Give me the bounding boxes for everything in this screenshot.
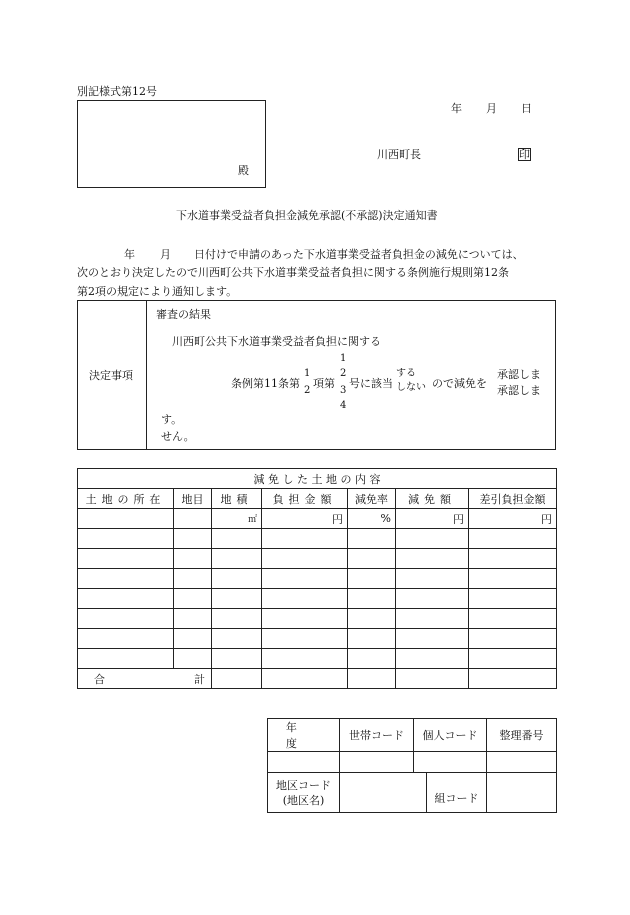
decision-end2: せん。	[161, 430, 195, 443]
table-row	[78, 529, 557, 549]
district-label-2: (地区名)	[282, 793, 325, 807]
decision-divider	[146, 300, 147, 450]
land-table	[77, 468, 557, 689]
item-option-3: 3	[340, 385, 347, 396]
document-title: 下水道事業受益者負担金減免承認(不承認)決定通知書	[176, 209, 438, 222]
table-cell	[212, 589, 262, 609]
date-year: 年	[451, 102, 462, 115]
table-cell	[262, 589, 348, 609]
table-row	[78, 549, 557, 569]
table-row	[78, 589, 557, 609]
decision-label: 決定事項	[89, 369, 133, 382]
decision-line1: 川西町公共下水道事業受益者負担に関する	[172, 335, 381, 348]
total-label-right: 計	[194, 672, 205, 686]
unit-percent: %	[348, 509, 396, 529]
table-cell	[174, 629, 212, 649]
table-cell	[348, 669, 396, 689]
land-table-header-row	[78, 489, 557, 509]
header-reference-number: 整理番号	[487, 719, 557, 752]
group-value	[487, 773, 557, 813]
header-land-category: 地目	[174, 489, 212, 509]
table-cell	[348, 649, 396, 669]
unit-yen: 円	[469, 509, 557, 529]
header-reduction-rate: 減免率	[348, 489, 396, 509]
table-cell	[78, 569, 174, 589]
header-fiscal-year	[268, 719, 340, 752]
personal-code-value	[414, 752, 487, 773]
fiscal-year-value	[268, 752, 340, 773]
table-row	[78, 629, 557, 649]
table-cell	[396, 649, 469, 669]
unit-yen: 円	[262, 509, 348, 529]
table-cell	[469, 569, 557, 589]
header-reduction-amount: 減免額	[396, 489, 469, 509]
table-row	[78, 509, 557, 529]
table-cell	[348, 569, 396, 589]
district-label-1: 地区コード	[276, 778, 331, 792]
item-option-1: 1	[340, 353, 347, 364]
table-cell	[212, 649, 262, 669]
seal-mark: 印	[519, 148, 530, 161]
table-cell	[212, 529, 262, 549]
unit-area: ㎡	[212, 509, 262, 529]
group-label: 組コード	[427, 773, 487, 813]
table-cell	[262, 609, 348, 629]
table-cell	[262, 669, 348, 689]
body-year: 年	[124, 248, 135, 261]
unit-yen: 円	[396, 509, 469, 529]
table-cell	[212, 669, 262, 689]
table-cell	[174, 649, 212, 669]
date-day: 日	[521, 102, 532, 115]
household-code-value	[340, 752, 414, 773]
body-line1: 日付けで申請のあった下水道事業受益者負担金の減免については、	[194, 248, 524, 261]
header-fiscal-year-text: 年度	[285, 721, 322, 750]
table-cell	[348, 529, 396, 549]
table-cell	[212, 549, 262, 569]
addressee-suffix: 殿	[238, 164, 249, 177]
table-cell	[396, 669, 469, 689]
total-row	[78, 669, 557, 689]
header-area: 地積	[212, 489, 262, 509]
issuer-name: 川西町長	[377, 148, 421, 161]
table-cell	[469, 589, 557, 609]
table-cell	[174, 529, 212, 549]
table-cell	[469, 629, 557, 649]
code-value-row	[268, 752, 557, 773]
para-option-2: 2	[304, 385, 311, 396]
table-cell	[174, 549, 212, 569]
table-cell	[78, 509, 174, 529]
table-cell	[262, 569, 348, 589]
table-row	[78, 609, 557, 629]
article-prefix: 条例第11条第	[231, 377, 300, 390]
header-net-charge: 差引負担金額	[469, 489, 557, 509]
total-label	[78, 669, 212, 689]
table-cell	[212, 609, 262, 629]
table-row	[78, 649, 557, 669]
total-label-left: 合	[94, 672, 105, 686]
table-cell	[396, 569, 469, 589]
table-row	[78, 569, 557, 589]
table-cell	[396, 529, 469, 549]
district-row	[268, 773, 557, 813]
header-household-code: 世帯コード	[340, 719, 414, 752]
table-cell	[174, 609, 212, 629]
table-cell	[78, 529, 174, 549]
form-number: 別記様式第12号	[77, 85, 157, 98]
do-option-1: する	[396, 368, 416, 379]
district-value	[340, 773, 427, 813]
table-cell	[469, 649, 557, 669]
table-cell	[348, 589, 396, 609]
table-cell	[348, 609, 396, 629]
para-suffix: 項第	[313, 377, 335, 390]
table-cell	[396, 589, 469, 609]
table-cell	[262, 549, 348, 569]
code-table	[267, 718, 557, 813]
para-option-1: 1	[304, 368, 311, 379]
body-month: 月	[160, 248, 171, 261]
table-cell	[396, 609, 469, 629]
decision-box	[77, 300, 556, 450]
table-cell	[469, 529, 557, 549]
item-option-2: 2	[340, 368, 347, 379]
item-option-4: 4	[340, 400, 347, 411]
table-cell	[469, 669, 557, 689]
approve-option-1: 承認しま	[497, 368, 541, 381]
land-table-title-row	[78, 469, 557, 489]
district-label	[268, 773, 340, 813]
table-cell	[348, 549, 396, 569]
table-cell	[262, 529, 348, 549]
table-cell	[262, 649, 348, 669]
table-cell	[174, 569, 212, 589]
table-cell	[78, 609, 174, 629]
code-header-row	[268, 719, 557, 752]
table-cell	[396, 629, 469, 649]
table-cell	[469, 609, 557, 629]
table-cell	[78, 629, 174, 649]
table-cell	[262, 629, 348, 649]
table-cell	[469, 549, 557, 569]
table-cell	[174, 589, 212, 609]
approve-option-2: 承認しま	[497, 384, 541, 397]
land-table-title: 減 免 し た 土 地 の 内 容	[78, 469, 557, 489]
table-cell	[396, 549, 469, 569]
item-suffix: 号に該当	[349, 377, 393, 390]
date-month: 月	[486, 102, 497, 115]
body-line2: 次のとおり決定したので川西町公共下水道事業受益者負担に関する条例施行規則第12条	[77, 266, 509, 279]
table-cell	[78, 589, 174, 609]
table-cell	[348, 629, 396, 649]
decision-middle: ので減免を	[432, 377, 487, 390]
do-option-2: しない	[396, 382, 426, 393]
reference-number-value	[487, 752, 557, 773]
table-cell	[78, 649, 174, 669]
table-cell	[212, 569, 262, 589]
decision-end1: す。	[161, 413, 183, 426]
header-personal-code: 個人コード	[414, 719, 487, 752]
table-cell	[174, 509, 212, 529]
table-cell	[78, 549, 174, 569]
header-charge-amount: 負担金額	[262, 489, 348, 509]
review-heading: 審査の結果	[156, 308, 211, 321]
body-line3: 第2項の規定により通知します。	[77, 285, 238, 298]
table-cell	[212, 629, 262, 649]
header-location: 土地の所在	[78, 489, 174, 509]
